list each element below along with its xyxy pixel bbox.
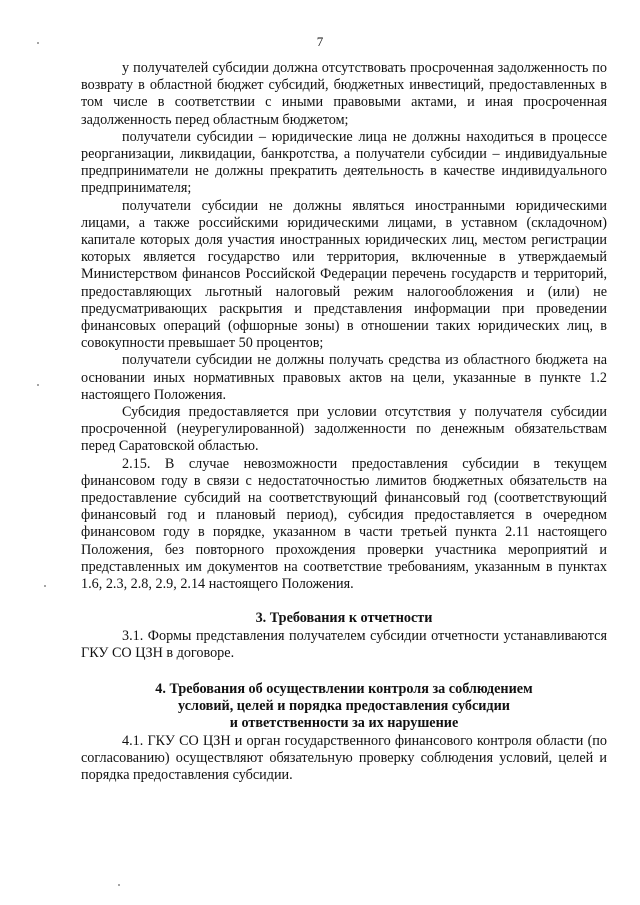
paragraph-clause-4-1: 4.1. ГКУ СО ЦЗН и орган государственного финансового контроля области (по согласованию) осуществляют обязательную проверку соблюдения условий, целей и порядка предоставления субсидии. [81, 732, 607, 783]
section-4-heading [81, 681, 607, 733]
paragraph-legal-entities-condition: получатели субсидии – юридические лица не должны находиться в процессе реорганизации, ликвидации, банкротства, а получатели субсидии – индивидуальные предприниматели не должны прекратить деятельность в качестве индивидуального предпринимателя; [81, 128, 607, 197]
scan-speck [118, 884, 120, 886]
scan-speck [37, 42, 39, 44]
paragraph-subsidy-provision-condition: Субсидия предоставляется при условии отсутствия у получателя субсидии просроченной (неурегулированной) задолженности по денежным обязательствам перед Саратовской областью. [81, 404, 607, 455]
section-4-heading-line-2: условий, целей и порядка предоставления субсидии [178, 698, 510, 715]
paragraph-other-funds-condition: получатели субсидии не должны получать средства из областного бюджета на основании иных нормативных правовых актов на цели, указанные в пункте 1.2 настоящего Положения. [81, 352, 607, 403]
section-4-heading-line-1: 4. Требования об осуществлении контроля за соблюдением [155, 680, 533, 697]
scan-speck [37, 384, 39, 386]
paragraph-foreign-entities-condition: получатели субсидии не должны являться иностранными юридическими лицами, а также российскими юридическими лицами, в уставном (складочном) капитале которых доля участия иностранных юридических лиц, местом регистрации которых является государство или территория, включенные в утверждаемый Министерством финансов Российской Федерации перечень государств и территорий, предоставляющих льготный налоговый режим налогообложения и (или) не предусматривающих раскрытия и представления информации при проведении финансовых операций (офшорные зоны) в отношении таких юридических лиц, в совокупности превышает 50 процентов; [81, 197, 607, 352]
page-number: 7 [316, 34, 324, 49]
scan-speck [44, 585, 46, 587]
section-4-heading-line-3: и ответственности за их нарушение [229, 715, 459, 732]
paragraph-clause-2-15: 2.15. В случае невозможности предоставления субсидии в текущем финансовом году в связи с недостаточностью лимитов бюджетных обязательств на предоставление субсидий на соответствующий финансовый год (соответствующий финансовый год и плановый период), субсидия предоставляется в очередном финансовом году в порядке, указанном в части третьей пункта 2.11 настоящего Положения, без повторного прохождения проверки участника мероприятий и представленных им документов на соответствие требованиям, указанным в пунктах 1.6, 2.3, 2.8, 2.9, 2.14 настоящего Положения. [81, 455, 607, 593]
paragraph-arrears-condition: у получателей субсидии должна отсутствовать просроченная задолженность по возврату в областной бюджет субсидий, бюджетных инвестиций, предоставленных в том числе в соответствии с иными правовыми актами, и иная просроченная задолженность перед областным бюджетом; [81, 60, 607, 128]
document-body [81, 60, 607, 784]
section-3-heading: 3. Требования к отчетности [255, 610, 433, 627]
paragraph-clause-3-1: 3.1. Формы представления получателем субсидии отчетности устанавливаются ГКУ СО ЦЗН в договоре. [81, 627, 607, 661]
